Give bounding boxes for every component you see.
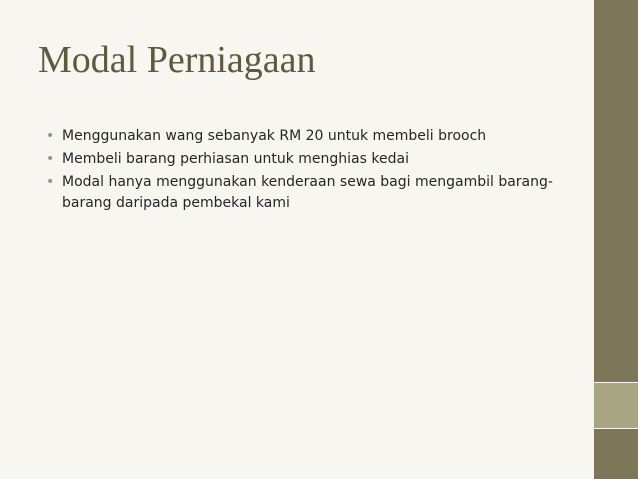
bullet-icon: • [46, 174, 55, 190]
bullet-text: Menggunakan wang sebanyak RM 20 untuk membeli brooch [62, 128, 487, 144]
bullet-text: Modal hanya menggunakan kenderaan sewa bagi mengambil barang-barang daripada pembekal kami [62, 174, 553, 211]
slide-title: Modal Perniagaan [38, 39, 316, 81]
sidebar-divider-bottom [594, 428, 638, 429]
sidebar-accent-block [594, 383, 638, 428]
bullet-item [46, 172, 566, 214]
bullet-item [46, 149, 566, 170]
bullet-icon: • [46, 128, 55, 144]
bullet-text: Membeli barang perhiasan untuk menghias kedai [62, 151, 409, 167]
bullet-icon: • [46, 151, 55, 167]
bullet-item [46, 126, 566, 147]
bullet-list [46, 126, 566, 216]
